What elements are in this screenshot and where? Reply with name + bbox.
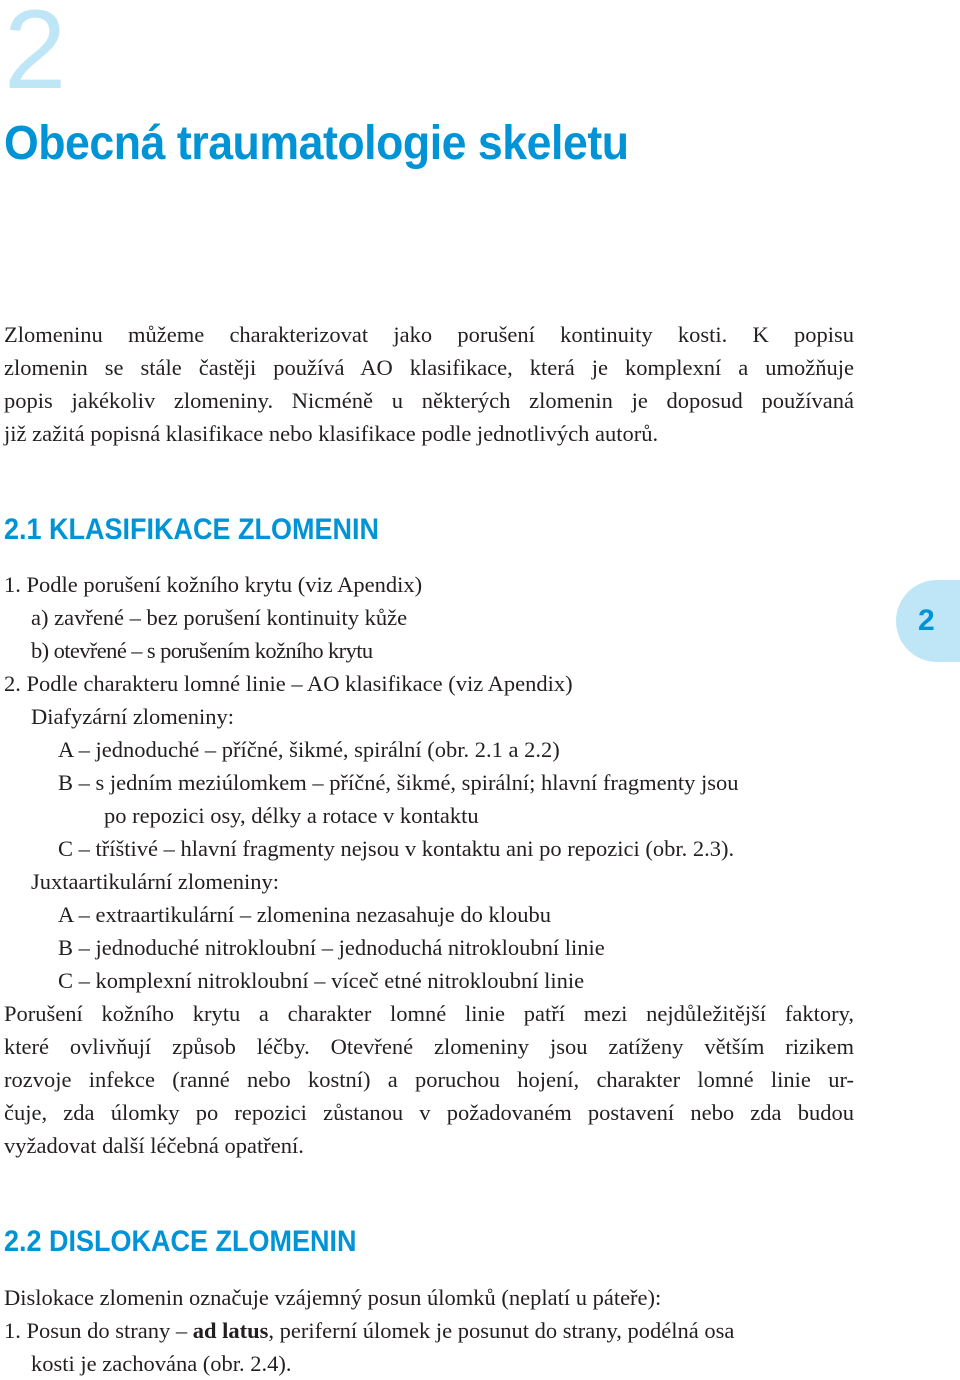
list-subitem: a) zavřené – bez porušení kontinuity kůže [31,605,408,630]
list-item-continuation: kosti je zachována (obr. 2.4). [31,1351,292,1376]
chapter-side-tab [896,580,960,662]
list-subitem: b) otevřené – s porušením kožního krytu [31,638,373,663]
list-item [4,1314,734,1347]
list-item: 2. Podle charakteru lomné linie – AO klasifikace (viz Apendix) [4,671,573,696]
list-subitem: C – tříštivé – hlavní fragmenty nejsou v kontaktu ani po repozici (obr. 2.3). [58,836,735,861]
list-item: 1. Podle porušení kožního krytu (viz Apendix) [4,572,423,597]
paragraph-line: které ovlivňují způsob léčby. Otevřené zlomeniny jsou zatíženy větším rizikem [4,1034,854,1059]
list-subitem: A – extraartikulární – zlomenina nezasahuje do kloubu [58,902,551,927]
latin-term: ad latus [192,1318,269,1343]
intro-line: zlomenin se stále častěji používá AO klasifikace, která je komplexní a umožňuje [4,355,854,380]
chapter-number: 2 [4,0,65,112]
list-subheading: Diafyzární zlomeniny: [31,704,235,729]
intro-line: popis jakékoliv zlomeniny. Nicméně u některých zlomenin je doposud používaná [4,388,854,413]
list-subitem: C – komplexní nitrokloubní – víceč etné nitrokloubní linie [58,968,585,993]
paragraph-line: vyžadovat další léčebná opatření. [4,1133,304,1158]
paragraph-line: Porušení kožního krytu a charakter lomné linie patří mezi nejdůležitější faktory, [4,1001,854,1026]
list-subitem: B – s jedním meziúlomkem – příčné, šikmé, spirální; hlavní fragmenty jsou [58,770,739,795]
list-subitem: B – jednoduché nitrokloubní – jednoduchá nitrokloubní linie [58,935,605,960]
list-item-text: 1. Posun do strany – [4,1318,193,1343]
intro-line: Zlomeninu můžeme charakterizovat jako porušení kontinuity kosti. K popisu [4,322,854,347]
intro-line: již zažitá popisná klasifikace nebo klasifikace podle jednotlivých autorů. [4,421,659,446]
side-tab-number: 2 [918,604,935,637]
chapter-title: Obecná traumatologie skeletu [4,117,629,170]
paragraph-line: Dislokace zlomenin označuje vzájemný posun úlomků (neplatí u páteře): [4,1285,662,1310]
list-subitem: A – jednoduché – příčné, šikmé, spirální (obr. 2.1 a 2.2) [58,737,560,762]
section-heading-dislokace: 2.2 DISLOKACE ZLOMENIN [4,1225,357,1258]
list-item-text: , periferní úlomek je posunut do strany, podélná osa [268,1318,735,1343]
list-subitem-continuation: po repozici osy, délky a rotace v kontaktu [104,803,479,828]
section-heading-klasifikace: 2.1 KLASIFIKACE ZLOMENIN [4,513,380,546]
paragraph-line: rozvoje infekce (ranné nebo kostní) a poruchou hojení, charakter lomné linie ur- [4,1067,854,1092]
list-subheading: Juxtaartikulární zlomeniny: [31,869,280,894]
paragraph-line: čuje, zda úlomky po repozici zůstanou v požadovaném postavení nebo zda budou [4,1100,854,1125]
